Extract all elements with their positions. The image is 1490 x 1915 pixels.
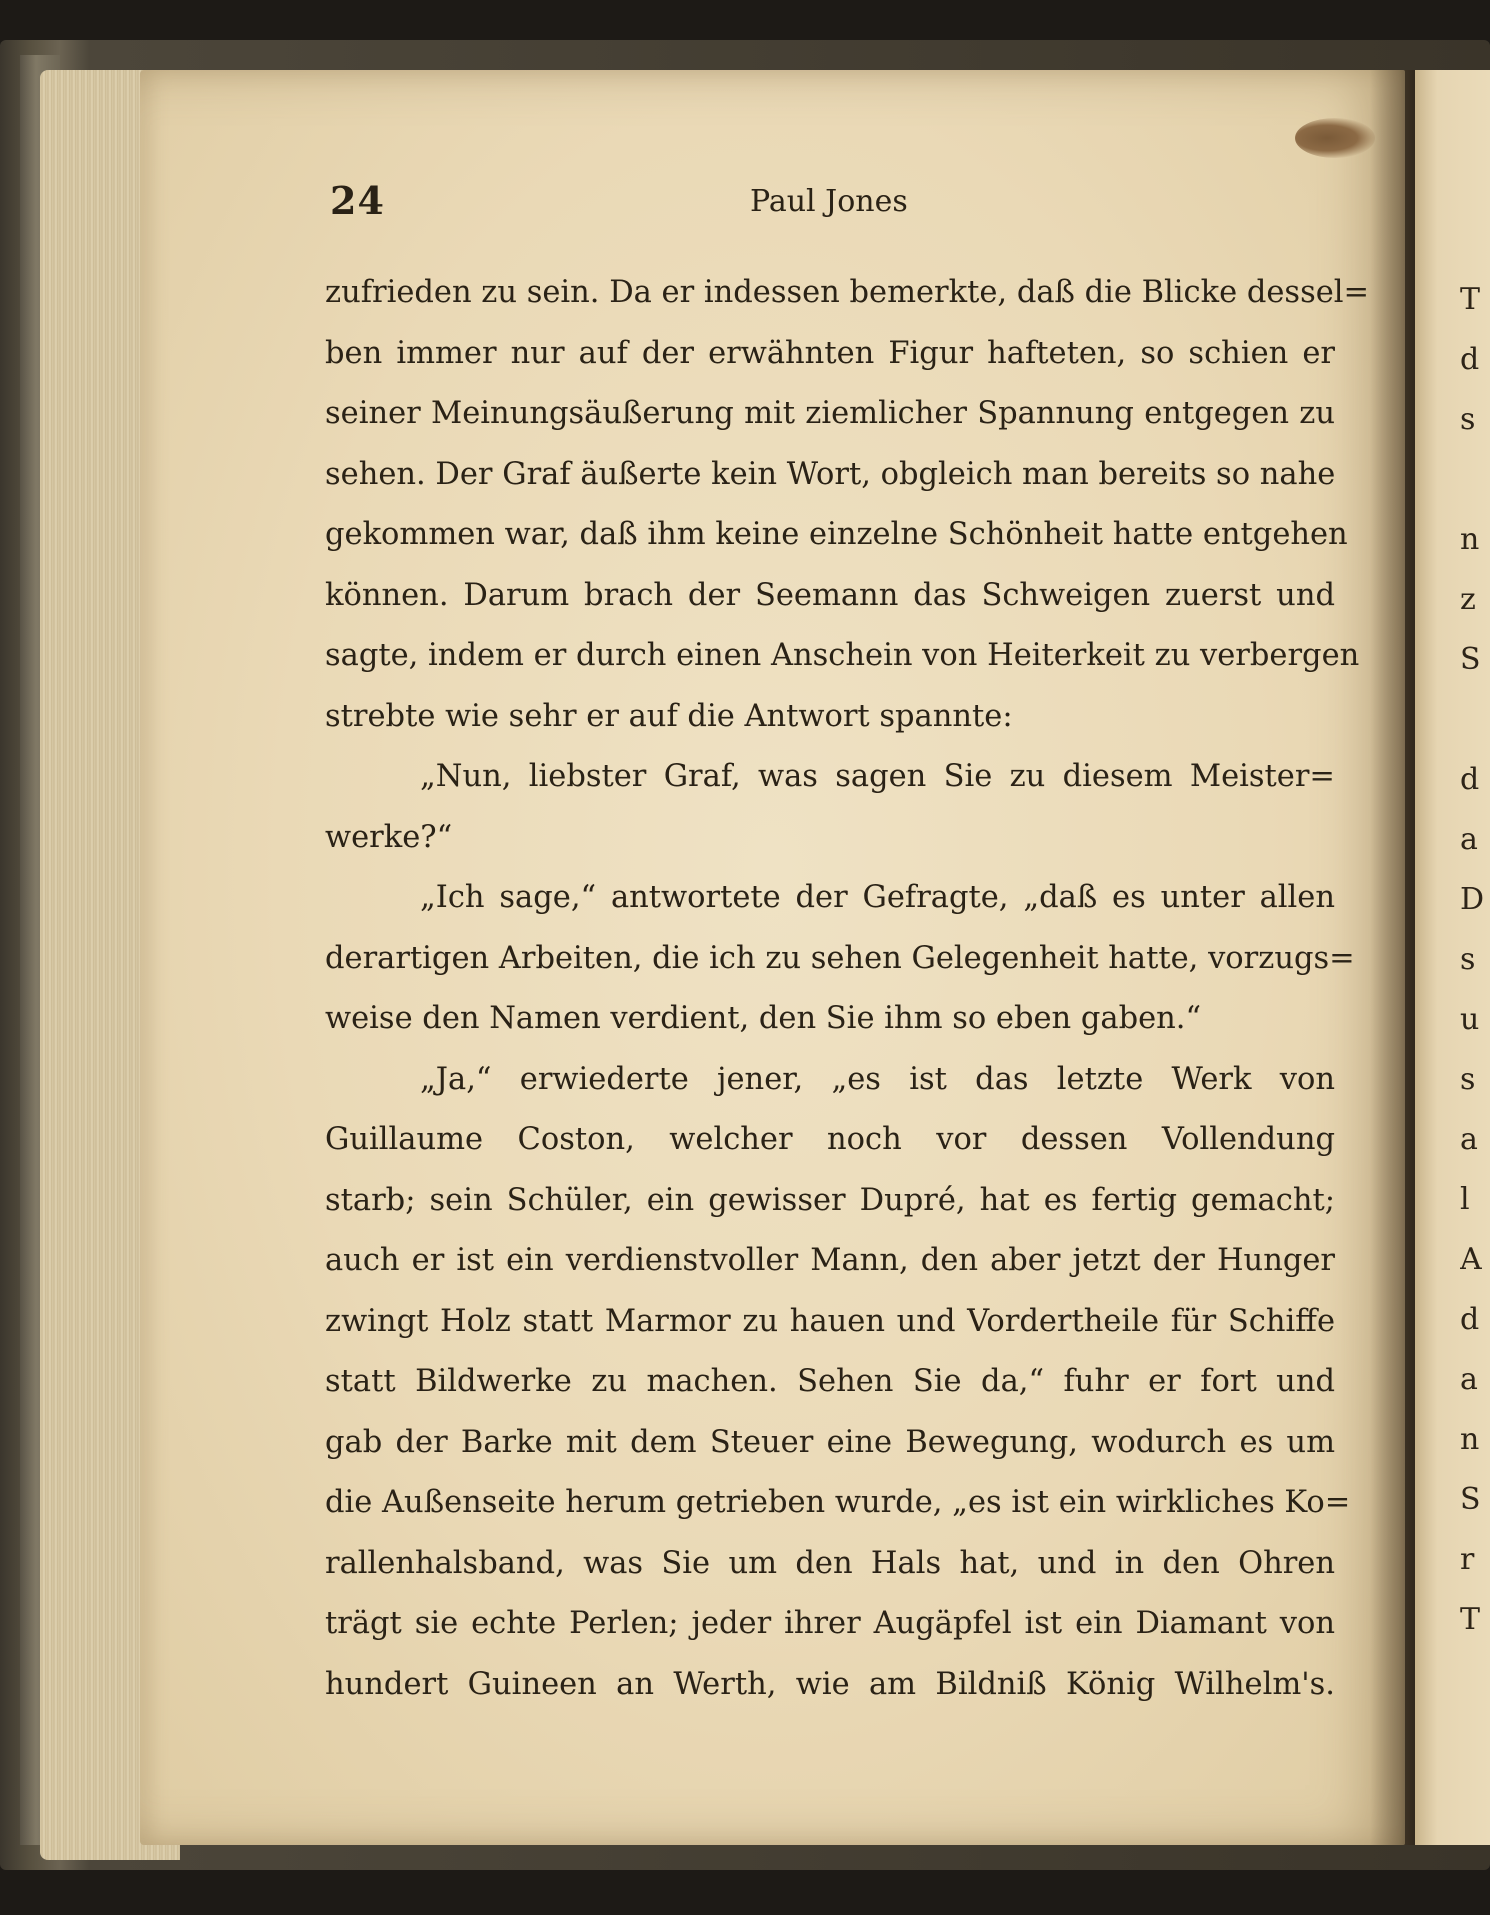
- facing-fragment: [1460, 690, 1490, 750]
- text-line: statt Bildwerke zu machen. Sehen Sie da,“ fuhr er fort und: [325, 1364, 1335, 1399]
- facing-fragment: s: [1460, 402, 1476, 437]
- facing-fragment: [1460, 450, 1490, 510]
- running-head: Paul Jones: [750, 184, 908, 219]
- facing-fragment: T: [1460, 1602, 1481, 1637]
- text-line: starb; sein Schüler, ein gewisser Dupré, hat es fertig gemacht;: [325, 1182, 1335, 1218]
- paper-stain: [1295, 118, 1375, 158]
- text-line: gab der Barke mit dem Steuer eine Bewegung, wodurch es um: [325, 1424, 1335, 1460]
- text-line: zwingt Holz statt Marmor zu hauen und Vordertheile für Schiffe: [325, 1303, 1335, 1339]
- text-line: zufrieden zu sein. Da er indessen bemerkte, daß die Blicke dessel=: [325, 275, 1370, 310]
- text-line: weise den Namen verdient, den Sie ihm so eben gaben.“: [325, 1001, 1202, 1036]
- facing-fragment: a: [1460, 1362, 1478, 1397]
- text-line: „Ich sage,“ antwortete der Gefragte, „daß es unter allen: [420, 880, 1335, 915]
- facing-fragment: u: [1460, 1002, 1480, 1037]
- text-line: seiner Meinungsäußerung mit ziemlicher Spannung entgegen zu: [325, 396, 1335, 431]
- facing-fragment: n: [1460, 1422, 1480, 1457]
- facing-fragment: s: [1460, 1062, 1476, 1097]
- facing-page-text: [1460, 270, 1490, 1650]
- facing-fragment: z: [1460, 582, 1476, 617]
- text-line: sehen. Der Graf äußerte kein Wort, obgleich man bereits so nahe: [325, 456, 1336, 492]
- text-line: trägt sie echte Perlen; jeder ihrer Augäpfel ist ein Diamant von: [325, 1606, 1335, 1641]
- facing-fragment: S: [1460, 1482, 1481, 1517]
- facing-fragment: l: [1460, 1182, 1470, 1217]
- page-number: 24: [330, 178, 385, 223]
- page-gutter-shadow: [1370, 70, 1420, 1845]
- facing-fragment: T: [1460, 282, 1481, 317]
- text-line: die Außenseite herum getrieben wurde, „es ist ein wirkliches Ko=: [325, 1485, 1351, 1520]
- facing-fragment: r: [1460, 1542, 1475, 1577]
- facing-fragment: s: [1460, 942, 1476, 977]
- facing-fragment: d: [1460, 762, 1480, 797]
- facing-fragment: d: [1460, 1302, 1480, 1337]
- page-text: [325, 263, 1370, 1715]
- text-line: hundert Guineen an Werth, wie am Bildniß König Wilhelm's.: [325, 1666, 1335, 1702]
- text-line: derartigen Arbeiten, die ich zu sehen Gelegenheit hatte, vorzugs=: [325, 940, 1355, 976]
- text-line: rallenhalsband, was Sie um den Hals hat, und in den Ohren: [325, 1545, 1335, 1581]
- text-line: können. Darum brach der Seemann das Schweigen zuerst und: [325, 577, 1335, 613]
- text-line: Guillaume Coston, welcher noch vor dessen Vollendung: [325, 1122, 1335, 1157]
- text-line: auch er ist ein verdienstvoller Mann, den aber jetzt der Hunger: [325, 1243, 1335, 1278]
- text-line: gekommen war, daß ihm keine einzelne Schönheit hatte entgehen: [325, 517, 1348, 552]
- text-line: ben immer nur auf der erwähnten Figur hafteten, so schien er: [325, 335, 1335, 371]
- facing-fragment: S: [1460, 642, 1481, 677]
- text-line: „Ja,“ erwiederte jener, „es ist das letzte Werk von: [420, 1061, 1335, 1097]
- facing-fragment: A: [1460, 1242, 1482, 1277]
- facing-fragment: n: [1460, 522, 1480, 557]
- text-line: sagte, indem er durch einen Anschein von Heiterkeit zu verbergen: [325, 638, 1360, 673]
- facing-fragment: d: [1460, 342, 1480, 377]
- facing-fragment: a: [1460, 822, 1478, 857]
- facing-fragment: a: [1460, 1122, 1478, 1157]
- text-line: strebte wie sehr er auf die Antwort spannte:: [325, 698, 1013, 734]
- facing-fragment: D: [1460, 882, 1485, 917]
- text-line: „Nun, liebster Graf, was sagen Sie zu diesem Meister=: [420, 759, 1335, 794]
- text-line: werke?“: [325, 819, 453, 855]
